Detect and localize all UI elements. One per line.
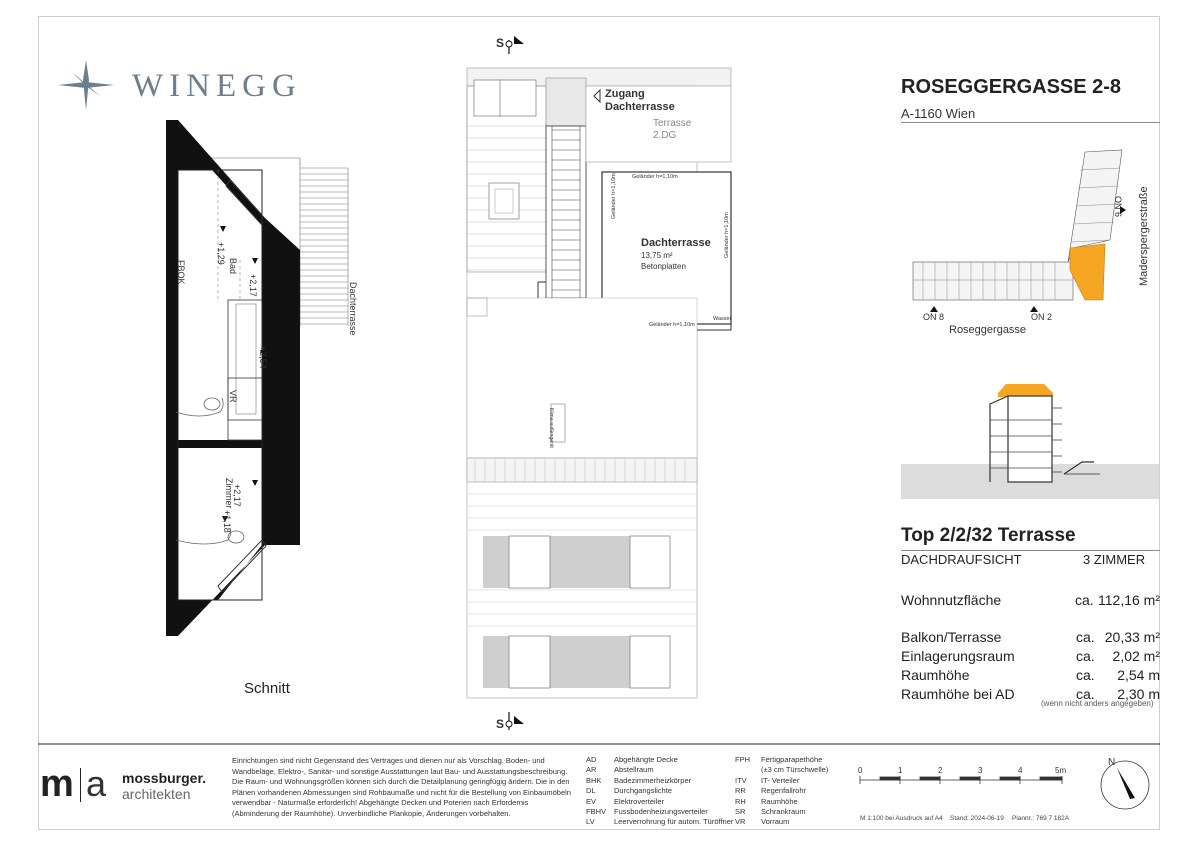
section-mark-vr: VR (228, 390, 238, 403)
scale-tick-label: 5m (1055, 766, 1067, 775)
room-material: Betonplatten (641, 262, 686, 271)
disclaimer: Einrichtungen sind nicht Gegenstand des Vertrages und dienen nur als Vorschlag. Boden- und Wandbeläge, Elektro-, Sanitär- und sonstige Ausstattungen laut Bau- und Ausstattungsbeschreibung. Die Raum- und Wohnungsgrößen können sich durch die Detailplanung geringfügig ändern. Die in den Plänen vorhandenen Abmessungen sind Rohbaumaße und nicht für die Bestellung von Einbaumöbeln verwendbar - Naturmaße erforderlich! Abgehängte Decken und Poterien nach Erfordernis (Abminderung der Raumhöhe). Unverbindliche Plankopie, Änderungen vorbehalten. (232, 756, 571, 818)
brand-logo: WINEGG (132, 68, 302, 104)
legend-value: Elektroverteiler (614, 796, 665, 806)
scale-text: M 1:100 bei Ausdruck auf A4 (860, 815, 943, 822)
legend-key: BHK (586, 775, 602, 785)
legend-value: Badezimmerheizkörper (614, 775, 692, 785)
area-ca: ca. (1076, 648, 1095, 664)
legend-value: IT- Verteiler (761, 775, 800, 785)
area-value: 112,16 m² (1098, 592, 1160, 608)
area-value: 20,33 m² (1104, 629, 1160, 645)
legend-value: Abstellraum (614, 765, 654, 775)
legend-key: RR (735, 786, 746, 796)
area-ca: ca. (1075, 592, 1094, 608)
scale-tick-label: 4 (1018, 766, 1023, 775)
legend-key: LV (586, 817, 595, 827)
legend-value: Abgehängte Decke (614, 755, 678, 764)
building-elevation (901, 384, 1159, 499)
legend-value: (±3 cm Türschwelle) (761, 765, 829, 775)
title-rule (901, 122, 1160, 123)
railing-bottom: Geländer h=1,10m (649, 322, 695, 328)
section-mark-3: +2,54 (258, 346, 268, 369)
floor-plan (467, 36, 731, 730)
area-row (901, 648, 1161, 666)
north-mark-top: S (496, 36, 505, 50)
area-value: 2,02 m² (1112, 648, 1160, 664)
scale-tick-label: 3 (978, 766, 983, 775)
railing-right: Geländer h=1,10m (724, 212, 730, 258)
section-mark-2: +2,17 (248, 274, 258, 297)
room-name: Dachterrasse (641, 237, 711, 249)
date-text: Stand: 2024-06-19 (950, 815, 1004, 822)
project-title: ROSEGGERGASSE 2-8 (901, 76, 1122, 98)
scale-bar (860, 776, 1062, 784)
legend-key: DL (586, 786, 596, 796)
zugang-label: Zugang (605, 88, 645, 100)
north-arrow-icon (1101, 761, 1149, 809)
section-mark-fbok: FBOK (176, 260, 186, 285)
site-label-street-right: Maderspergerstraße (1138, 186, 1150, 286)
winegg-star-icon (58, 60, 114, 110)
section-mark-5: +1,18 (222, 510, 232, 533)
legend-key: SR (735, 806, 746, 816)
architect-logo-a: a (86, 763, 107, 804)
unit-highlight (1070, 244, 1105, 300)
legend-value: Fertigparapethöhe (761, 755, 823, 764)
section-mark-dachterrasse: Dachterrasse (348, 282, 358, 336)
legend-key: FBHV (586, 806, 607, 816)
site-label-street-bottom: Roseggergasse (949, 324, 1027, 336)
architect-logo-bar (80, 768, 81, 802)
area-ca: ca. (1076, 686, 1095, 702)
area-value: 2,30 m (1117, 686, 1160, 702)
water-label: Wasser (713, 316, 732, 322)
legend-key: EV (586, 796, 597, 806)
area-label: Balkon/Terrasse (901, 629, 1002, 645)
area-row-wnf (901, 592, 1161, 610)
person-figure-2 (176, 528, 244, 544)
legend-key: AD (586, 755, 597, 764)
legend-value: Schrankraum (761, 806, 806, 816)
legend-col-2 (735, 755, 835, 828)
legend-key: VR (735, 817, 746, 827)
legend-value: Durchgangslichte (614, 786, 672, 796)
site-plan (913, 150, 1126, 312)
area-row (901, 667, 1161, 685)
railing-top: Geländer h=1,10m (632, 174, 678, 180)
area-label: Einlagerungsraum (901, 648, 1015, 664)
architect-sub: architekten (122, 786, 191, 802)
north-mark-bottom: S (496, 717, 505, 731)
klima-label: Klima-außengerät (548, 408, 554, 448)
section-mark-bad: Bad (228, 258, 238, 275)
legend-key: ITV (735, 775, 747, 785)
unit-rooms: 3 ZIMMER (1083, 552, 1146, 567)
legend-value: Raumhöhe (761, 796, 798, 806)
section-drawing (166, 120, 348, 636)
unit-view: DACHDRAUFSICHT (901, 552, 1022, 567)
section-mark-4: +2,17 (232, 484, 242, 507)
area-note: (wenn nicht anders angegeben) (1041, 699, 1154, 708)
scale-tick-label: 2 (938, 766, 943, 775)
area-row (901, 629, 1161, 647)
scale-tick-label: 0 (858, 766, 863, 775)
area-label: Wohnnutzfläche (901, 592, 1002, 608)
legend-col-1 (586, 755, 736, 828)
area-value: 2,54 m (1117, 667, 1160, 683)
unit-title: Top 2/2/32 Terrasse (901, 525, 1076, 546)
scale-tick-label: 1 (898, 766, 903, 775)
area-ca: ca. (1076, 629, 1095, 645)
zugang-sub-label: Dachterrasse (605, 101, 675, 113)
plan-number: Plannr.: 769 7 182A (1012, 815, 1070, 822)
legend-value: Vorraum (761, 817, 790, 827)
railing-left: Geländer h=1,10m (611, 173, 617, 219)
section-mark-1: +1,29 (216, 242, 226, 265)
legend-value: Regenfallrohr (761, 786, 807, 796)
legend-value: Leerverrohrung für autom. Türöffner (614, 817, 734, 827)
site-label-on6: ON 6 (1113, 196, 1123, 218)
section-mark-zimmer: Zimmer (224, 478, 234, 509)
area-label: Raumhöhe (901, 667, 970, 683)
unit-rule (901, 550, 1160, 551)
terrace-hatch (300, 160, 348, 326)
terrasse-2dg-sub: 2.DG (653, 130, 677, 141)
area-label: Raumhöhe bei AD (901, 686, 1015, 702)
terrasse-2dg-label: Terrasse (653, 118, 692, 129)
architect-name: mossburger. (122, 770, 207, 786)
legend-key: AR (586, 765, 597, 775)
legend-key: FPH (735, 755, 750, 764)
site-label-on8: ON 8 (923, 312, 945, 322)
architect-logo-m: m (40, 763, 74, 805)
legend-key: RH (735, 796, 746, 806)
room-area: 13,75 m² (641, 251, 673, 260)
person-figure-1 (176, 398, 223, 416)
north-label: N (1108, 757, 1116, 768)
site-label-on2: ON 2 (1031, 312, 1053, 322)
legend-value: Fussbodenheizungsverteiler (614, 806, 708, 816)
area-ca: ca. (1076, 667, 1095, 683)
project-city: A-1160 Wien (901, 106, 976, 121)
section-label: Schnitt (244, 680, 290, 697)
